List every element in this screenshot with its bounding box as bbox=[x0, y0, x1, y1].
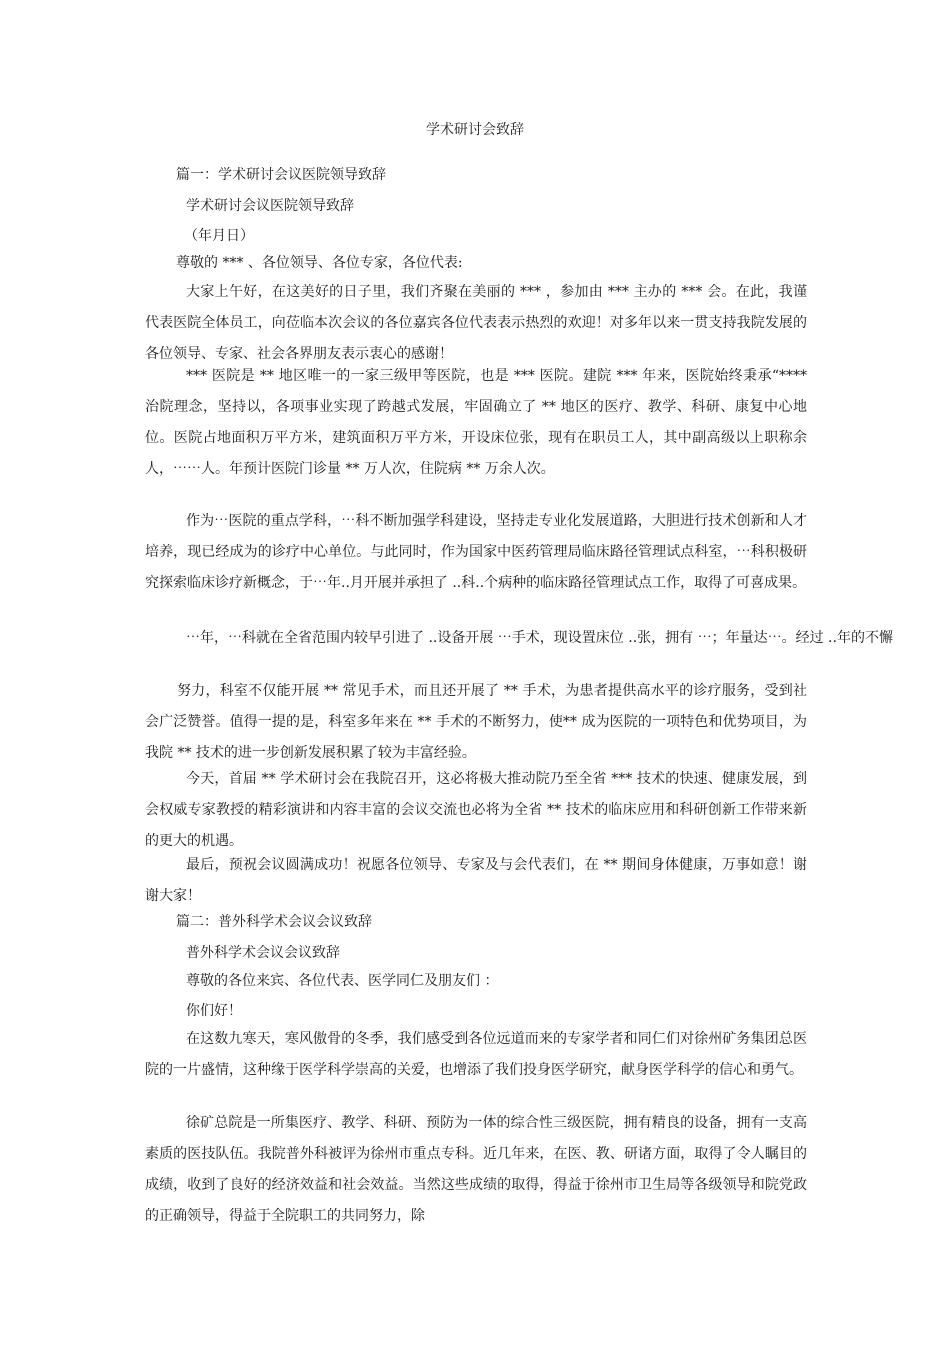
section-two-subtitle: 普外科学术会议会议致辞 bbox=[186, 945, 340, 961]
section-one-paragraph: 大家上午好，在这美好的日子里，我们齐聚在美丽的 *** ，参加由 *** 主办的 *** 会。在此，我谨代表医院全体员工，向莅临本次会议的各位嘉宾各位代表表示热烈的欢迎！对多年以来一贯支持我院发展的各位领导、专家、社会各界朋友表示衷心的感谢！ bbox=[145, 284, 807, 362]
section-one-paragraph: 最后，预祝会议圆满成功！祝愿各位领导、专家及与会代表们，在 ** 期间身体健康，万事如意！谢谢大家！ bbox=[145, 857, 807, 904]
document-title: 学术研讨会致辞 bbox=[426, 122, 524, 138]
section-one-paragraph: 作为⋯医院的重点学科，⋯科不断加强学科建设，坚持走专业化发展道路，大胆进行技术创新和人才培养，现已经成为的诊疗中心单位。与此同时，作为国家中医药管理局临床路径管理试点科室，⋯科积极研究探索临床诊疗新概念，于⋯年..月开展并承担了 ..科..个病种的临床路径管理试点工作，取得了可喜成果。 bbox=[145, 513, 807, 591]
section-two-greeting: 你们好！ bbox=[186, 1003, 242, 1019]
section-one-subtitle: 学术研讨会议医院领导致辞 bbox=[186, 198, 354, 214]
section-one-salutation: 尊敬的 *** 、各位领导、各位专家，各位代表: bbox=[176, 255, 463, 271]
section-two-paragraph: 徐矿总院是一所集医疗、教学、科研、预防为一体的综合性三级医院，拥有精良的设备，拥有一支高素质的医技队伍。我院普外科被评为徐州市重点专科。近几年来，在医、教、研诸方面，取得了令人瞩目的成绩，收到了良好的经济效益和社会效益。当然这些成绩的取得，得益于徐州市卫生局等各级领导和院党政的正确领导，得益于全院职工的共同努力，除 bbox=[145, 1115, 807, 1224]
section-one-paragraph: 今天，首届 ** 学术研讨会在我院召开，这必将极大推动院乃至全省 *** 技术的快速、健康发展，到会权威专家教授的精彩演讲和内容丰富的会议交流也必将为全省 ** 技术的临床应用和科研创新工作带来新的更大的机遇。 bbox=[145, 771, 807, 849]
section-two-paragraph: 在这数九寒天，寒风傲骨的冬季，我们感受到各位远道而来的专家学者和同仁们对徐州矿务集团总医院的一片盛情，这种缘于医学科学崇高的关爱，也增添了我们投身医学研究，献身医学科学的信心和勇气。 bbox=[145, 1031, 807, 1078]
section-one-paragraph: *** 医院是 ** 地区唯一的一家三级甲等医院，也是 *** 医院。建院 *** 年来，医院始终秉承“**** 治院理念，坚持以，各项事业实现了跨越式发展，牢固确立了 ** 地区的医疗、教学、科研、康复中心地位。医院占地面积万平方米，建筑面积万平方米，开设床位张，现有在职员工人，其中副高级以上职称余人，⋯⋯人。年预计医院门诊量 ** 万人次，住院病 ** 万余人次。 bbox=[145, 368, 807, 477]
section-two-salutation: 尊敬的各位来宾、各位代表、医学同仁及朋友们 ： bbox=[186, 973, 499, 989]
section-two-heading: 篇二：普外科学术会议会议致辞 bbox=[176, 914, 372, 930]
section-one-date: （年月日） bbox=[184, 228, 254, 244]
section-one-paragraph: 努力，科室不仅能开展 ** 常见手术，而且还开展了 ** 手术，为患者提供高水平的诊疗服务，受到社会广泛赞誉。值得一提的是，科室多年来在 ** 手术的不断努力，使** 成为医院的一项特色和优势项目，为我院 ** 技术的进一步创新发展积累了较为丰富经验。 bbox=[145, 683, 807, 761]
section-one-heading: 篇一：学术研讨会议医院领导致辞 bbox=[176, 167, 386, 183]
section-one-paragraph-line: ⋯年，⋯科就在全省范围内较早引进了 ..设备开展 ⋯手术，现设置床位 ..张，拥有 ⋯；年量达⋯。经过 ..年的不懈 bbox=[186, 630, 893, 646]
